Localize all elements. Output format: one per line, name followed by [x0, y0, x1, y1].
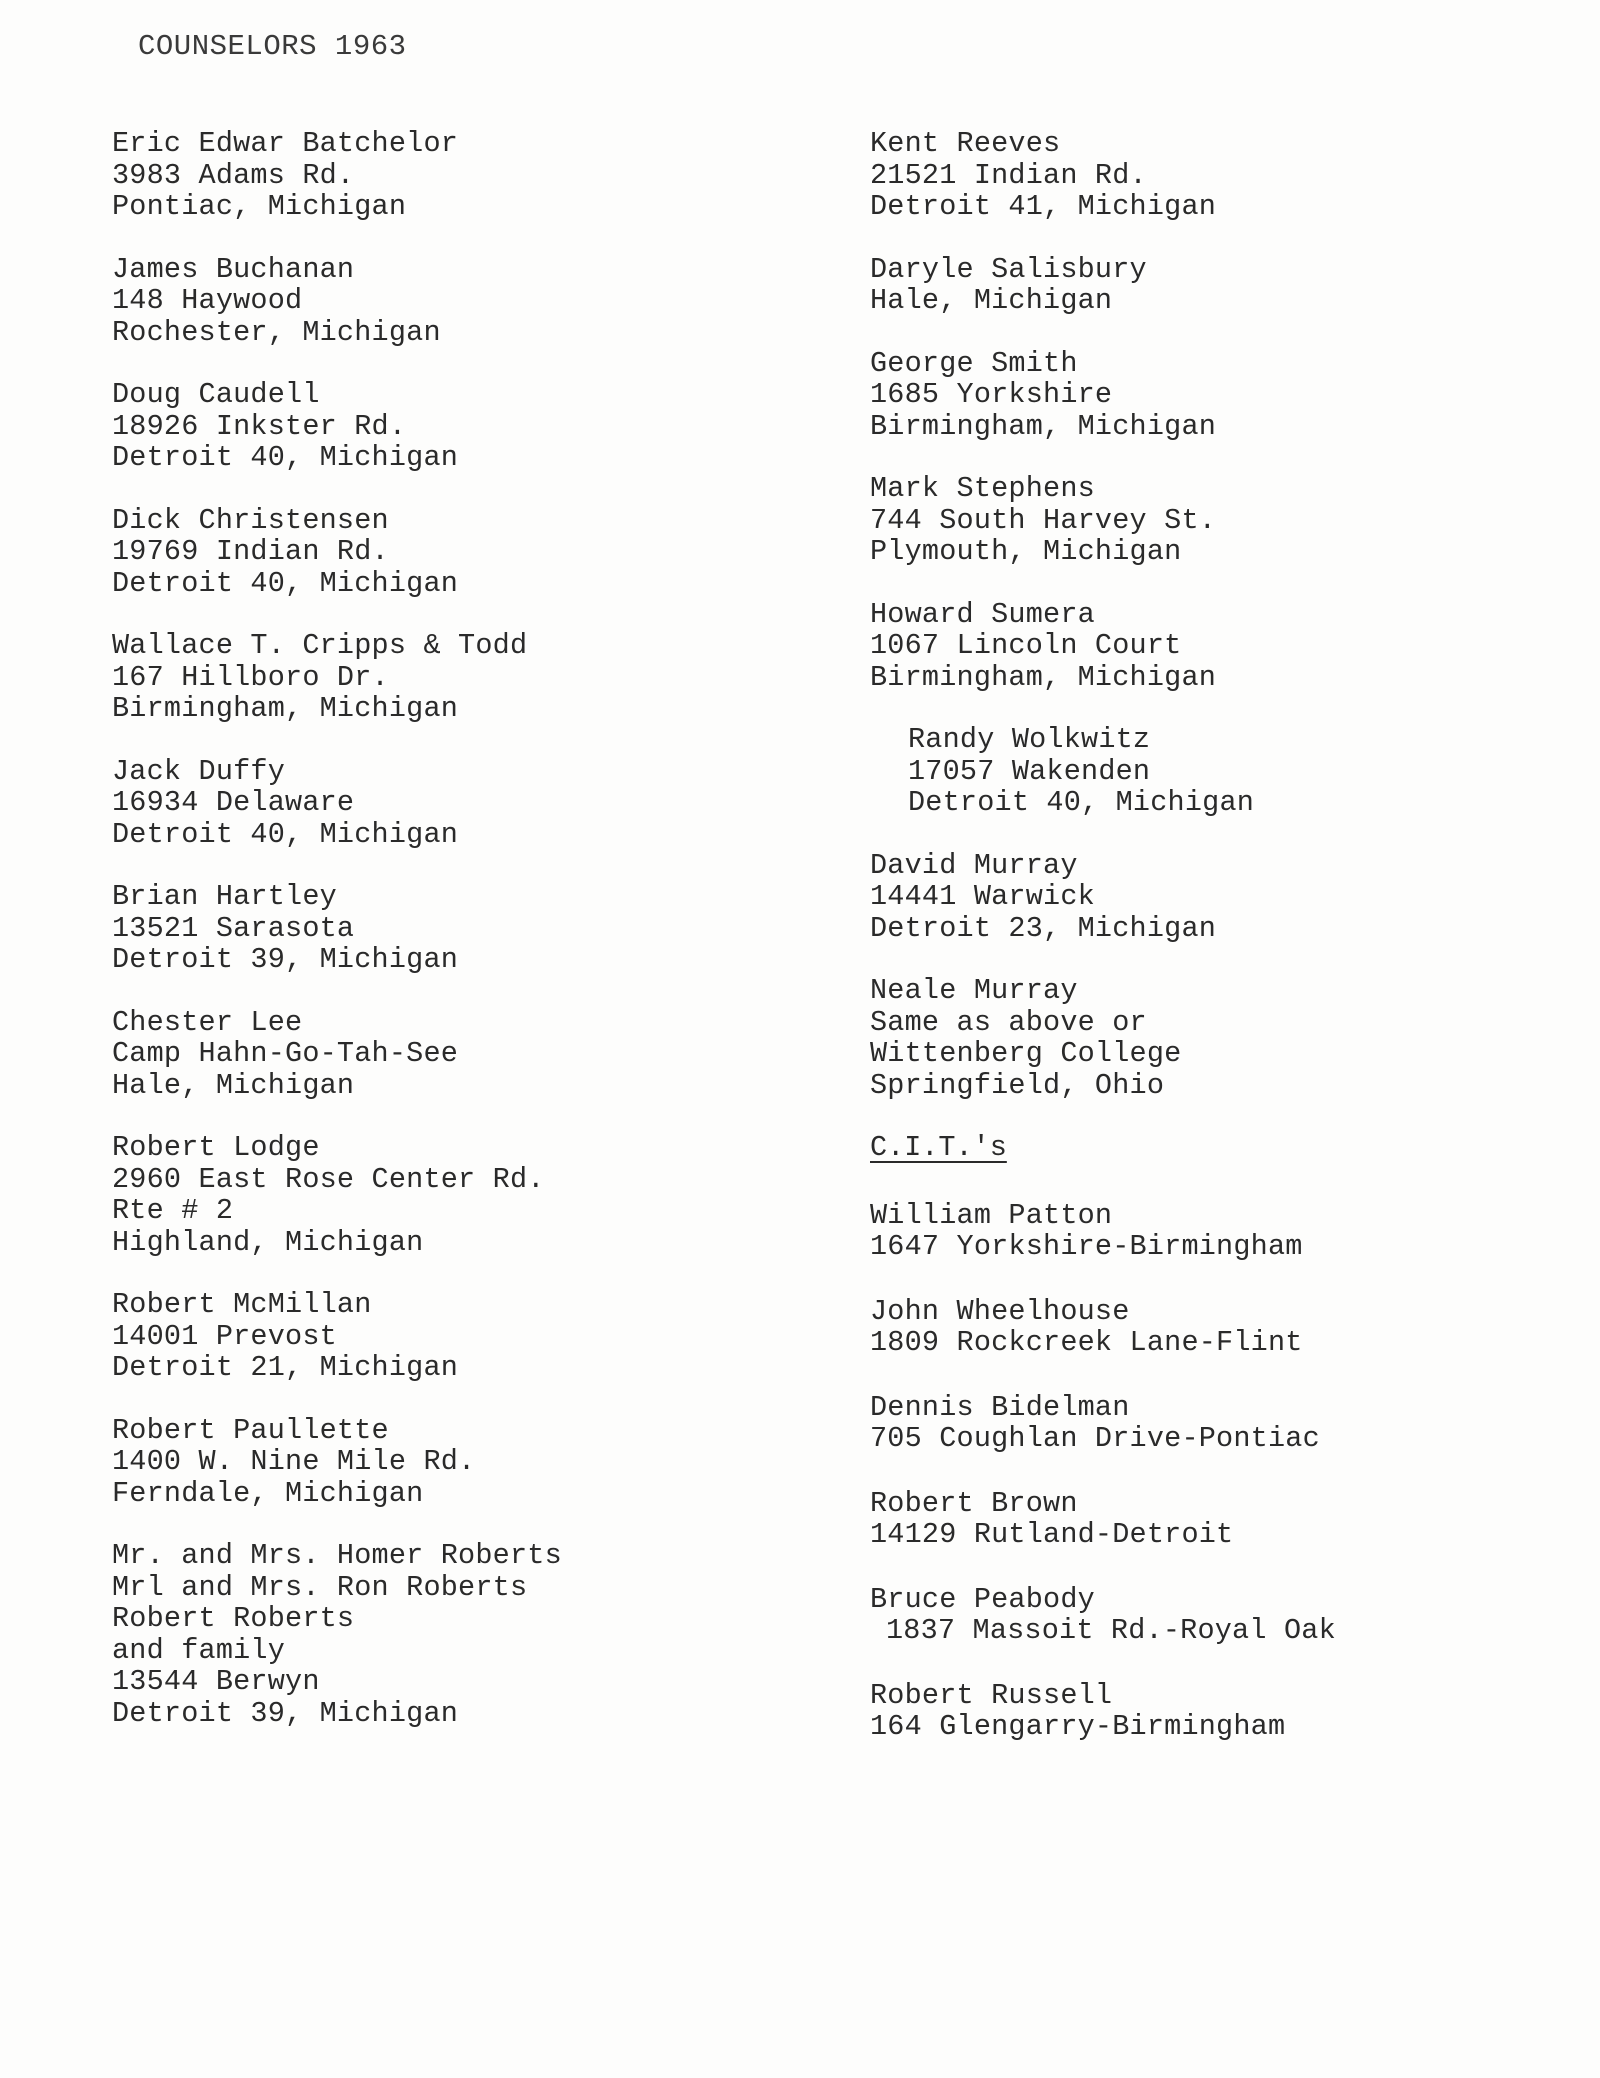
entry-line: Pontiac, Michigan [112, 190, 407, 223]
entry-line: Jack Duffy [112, 754, 286, 788]
entry-line: Rte # 2 [112, 1194, 234, 1227]
entry-line: Mrl and Mrs. Ron Roberts [112, 1570, 528, 1604]
cit-list [870, 1200, 1570, 1743]
entry-line: 1685 Yorkshire [870, 378, 1113, 411]
counselor-entry [112, 1415, 832, 1510]
entry-line: 19769 Indian Rd. [112, 535, 389, 568]
entry-line: James Buchanan [112, 252, 355, 286]
entry-line: 18926 Inkster Rd. [112, 409, 407, 443]
entry-line: Ferndale, Michigan [112, 1476, 424, 1510]
entry-line: Randy Wolkwitz [908, 723, 1151, 756]
entry-line: and family [112, 1633, 286, 1667]
entry-line: Chester Lee [112, 1005, 303, 1039]
entry-line: Daryle Salisbury [870, 252, 1147, 286]
entry-line: Detroit 40, Michigan [112, 566, 459, 600]
entry-line: Detroit 21, Michigan [112, 1351, 459, 1384]
cit-entry [870, 1584, 1570, 1647]
counselor-entry [112, 1007, 832, 1102]
counselor-entry [112, 1132, 832, 1258]
entry-line: 13544 Berwyn [112, 1665, 320, 1698]
entry-line: Hale, Michigan [870, 284, 1113, 317]
entry-line: 148 Haywood [112, 284, 303, 317]
entry-line: Rochester, Michigan [112, 315, 441, 349]
entry-line: William Patton [870, 1198, 1113, 1232]
entry-line: 1067 Lincoln Court [870, 629, 1182, 662]
entry-line: Kent Reeves [870, 127, 1061, 160]
entry-line: David Murray [870, 848, 1078, 882]
entry-line: 1837 Massoit Rd.-Royal Oak [886, 1614, 1336, 1647]
counselor-entry [870, 348, 1570, 443]
entry-line: Mark Stephens [870, 472, 1095, 505]
entry-line: Springfield, Ohio [870, 1068, 1165, 1102]
entry-line: Dick Christensen [112, 503, 389, 537]
counselor-entry [112, 128, 832, 223]
cit-entry [870, 1392, 1570, 1455]
entry-line: 2960 East Rose Center Rd. [112, 1162, 545, 1196]
entry-line: Wallace T. Cripps & Todd [112, 629, 528, 662]
counselor-entry [870, 254, 1570, 317]
entry-line: 16934 Delaware [112, 786, 355, 819]
entry-line: Detroit 39, Michigan [112, 943, 459, 976]
left-column [112, 128, 832, 1760]
cit-entry [870, 1296, 1570, 1359]
counselor-entry [870, 128, 1570, 223]
counselor-entry [870, 473, 1570, 568]
entry-line: 1809 Rockcreek Lane-Flint [870, 1326, 1303, 1359]
cit-entry [870, 1680, 1570, 1743]
entry-line: Plymouth, Michigan [870, 535, 1182, 568]
cit-entry [870, 1488, 1570, 1551]
entry-line: Eric Edwar Batchelor [112, 127, 459, 160]
entry-line: 17057 Wakenden [908, 754, 1151, 788]
entry-line: Same as above or [870, 1005, 1147, 1039]
counselor-entry [112, 254, 832, 349]
entry-line: 14441 Warwick [870, 880, 1095, 913]
counselor-entry [112, 756, 832, 851]
entry-line: Highland, Michigan [112, 1225, 424, 1259]
entry-line: Dennis Bidelman [870, 1390, 1130, 1424]
entry-line: Birmingham, Michigan [112, 692, 459, 725]
entry-line: 705 Coughlan Drive-Pontiac [870, 1422, 1320, 1455]
entry-line: Mr. and Mrs. Homer Roberts [112, 1539, 562, 1572]
counselor-entry [112, 1540, 832, 1729]
entry-line: Birmingham, Michigan [870, 660, 1217, 694]
entry-line: Robert Roberts [112, 1602, 355, 1635]
entry-line: 14001 Prevost [112, 1319, 337, 1353]
entry-line: 21521 Indian Rd. [870, 158, 1147, 192]
entry-line: Wittenberg College [870, 1037, 1182, 1070]
entry-line: 744 South Harvey St. [870, 503, 1217, 537]
entry-line: Robert Russell [870, 1678, 1113, 1712]
counselor-entry [112, 505, 832, 600]
cit-entry [870, 1200, 1570, 1263]
counselor-entry [112, 881, 832, 976]
entry-line: Neale Murray [870, 974, 1078, 1007]
entry-line: 1400 W. Nine Mile Rd. [112, 1445, 476, 1478]
counselor-entry [112, 1289, 832, 1384]
entry-line: 3983 Adams Rd. [112, 158, 355, 192]
counselor-entry [870, 599, 1570, 694]
counselor-entry [112, 379, 832, 474]
page-title: COUNSELORS 1963 [138, 30, 407, 63]
entry-line: Hale, Michigan [112, 1068, 355, 1102]
entry-line: Howard Sumera [870, 597, 1095, 631]
entry-line: 164 Glengarry-Birmingham [870, 1710, 1286, 1743]
counselor-entry [870, 850, 1570, 945]
entry-line: 1647 Yorkshire-Birmingham [870, 1230, 1303, 1263]
cit-section-heading: C.I.T.'s [870, 1131, 1007, 1164]
entry-line: Detroit 40, Michigan [112, 441, 459, 474]
entry-line: Bruce Peabody [870, 1582, 1095, 1616]
entry-line: 13521 Sarasota [112, 911, 355, 945]
entry-line: Robert Brown [870, 1486, 1078, 1520]
entry-line: George Smith [870, 346, 1078, 380]
counselor-entry [112, 630, 832, 725]
counselor-entry [870, 975, 1570, 1101]
entry-line: Detroit 39, Michigan [112, 1696, 459, 1730]
entry-line: Detroit 41, Michigan [870, 190, 1217, 223]
entry-line: Detroit 40, Michigan [908, 786, 1255, 819]
counselor-entry [870, 724, 1570, 819]
entry-line: John Wheelhouse [870, 1294, 1130, 1328]
entry-line: Detroit 23, Michigan [870, 911, 1217, 945]
entry-line: Camp Hahn-Go-Tah-See [112, 1037, 459, 1070]
entry-line: 14129 Rutland-Detroit [870, 1518, 1234, 1551]
entry-line: Robert Lodge [112, 1131, 320, 1164]
entry-line: Detroit 40, Michigan [112, 817, 459, 851]
entry-line: Doug Caudell [112, 378, 320, 411]
entry-line: Brian Hartley [112, 880, 337, 913]
entry-line: Robert Paullette [112, 1413, 389, 1447]
entry-line: Robert McMillan [112, 1288, 372, 1321]
right-column [870, 128, 1570, 1776]
entry-line: Birmingham, Michigan [870, 409, 1217, 443]
entry-line: 167 Hillboro Dr. [112, 660, 389, 694]
